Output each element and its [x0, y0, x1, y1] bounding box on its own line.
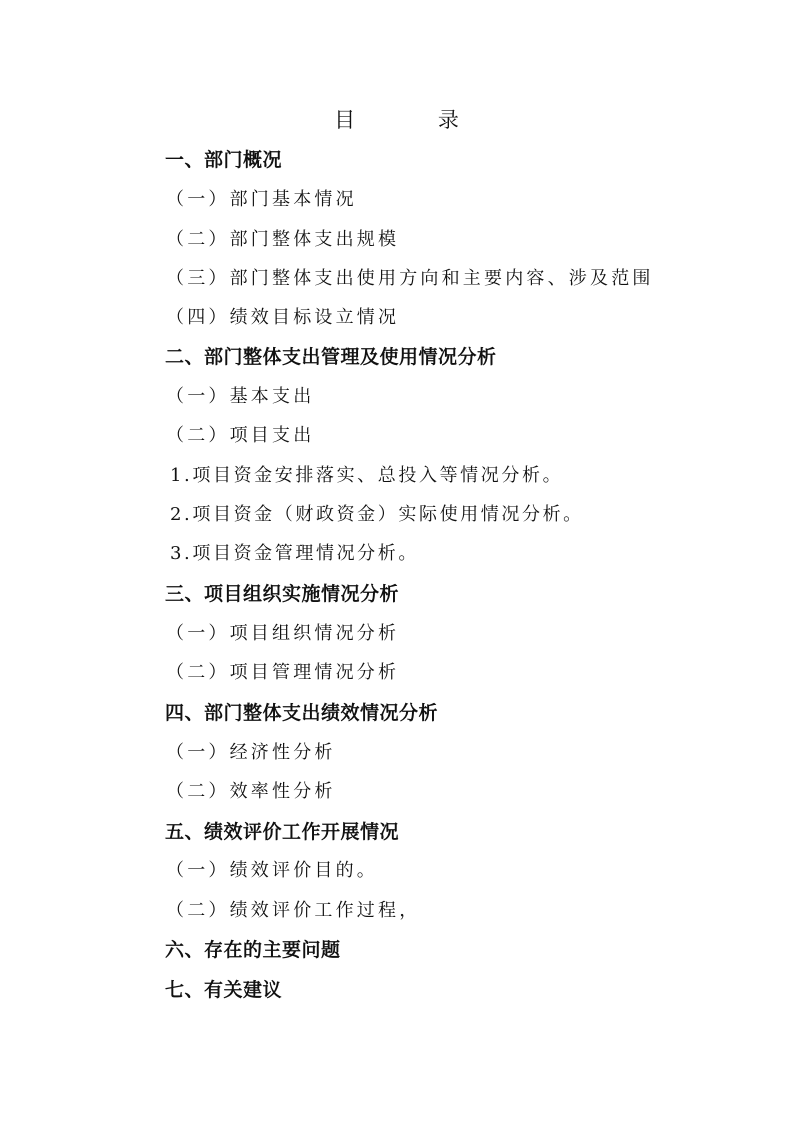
toc-section-heading: 三、项目组织实施情况分析	[165, 583, 400, 605]
toc-subsection-item: （二）部门整体支出规模	[166, 229, 400, 250]
toc-numbered-item: 1.项目资金安排落实、总投入等情况分析。	[170, 465, 564, 486]
toc-subsection-item: （一）部门基本情况	[166, 189, 357, 210]
toc-subsection-item: （二）项目支出	[166, 425, 315, 446]
toc-subsection-item: （四）绩效目标设立情况	[166, 307, 400, 328]
toc-section-heading: 七、有关建议	[165, 979, 283, 1001]
toc-subsection-item: （一）基本支出	[166, 386, 315, 407]
toc-section-heading: 二、部门整体支出管理及使用情况分析	[165, 346, 497, 368]
toc-section-heading: 六、存在的主要问题	[165, 939, 341, 961]
toc-subsection-item: （三）部门整体支出使用方向和主要内容、涉及范围	[166, 268, 654, 289]
toc-subsection-item: （二）效率性分析	[166, 781, 336, 802]
toc-subsection-item: （一）经济性分析	[166, 742, 336, 763]
page-title: 目 录	[334, 108, 497, 132]
toc-section-heading: 一、部门概况	[165, 149, 283, 171]
toc-subsection-item: （二）绩效评价工作过程，	[166, 900, 421, 921]
toc-numbered-item: 3.项目资金管理情况分析。	[170, 543, 419, 564]
toc-section-heading: 五、绩效评价工作开展情况	[165, 821, 400, 843]
toc-subsection-item: （二）项目管理情况分析	[166, 662, 400, 683]
toc-subsection-item: （一）绩效评价目的。	[166, 860, 378, 881]
toc-section-heading: 四、部门整体支出绩效情况分析	[165, 702, 439, 724]
toc-subsection-item: （一）项目组织情况分析	[166, 623, 400, 644]
toc-numbered-item: 2.项目资金（财政资金）实际使用情况分析。	[170, 504, 584, 525]
